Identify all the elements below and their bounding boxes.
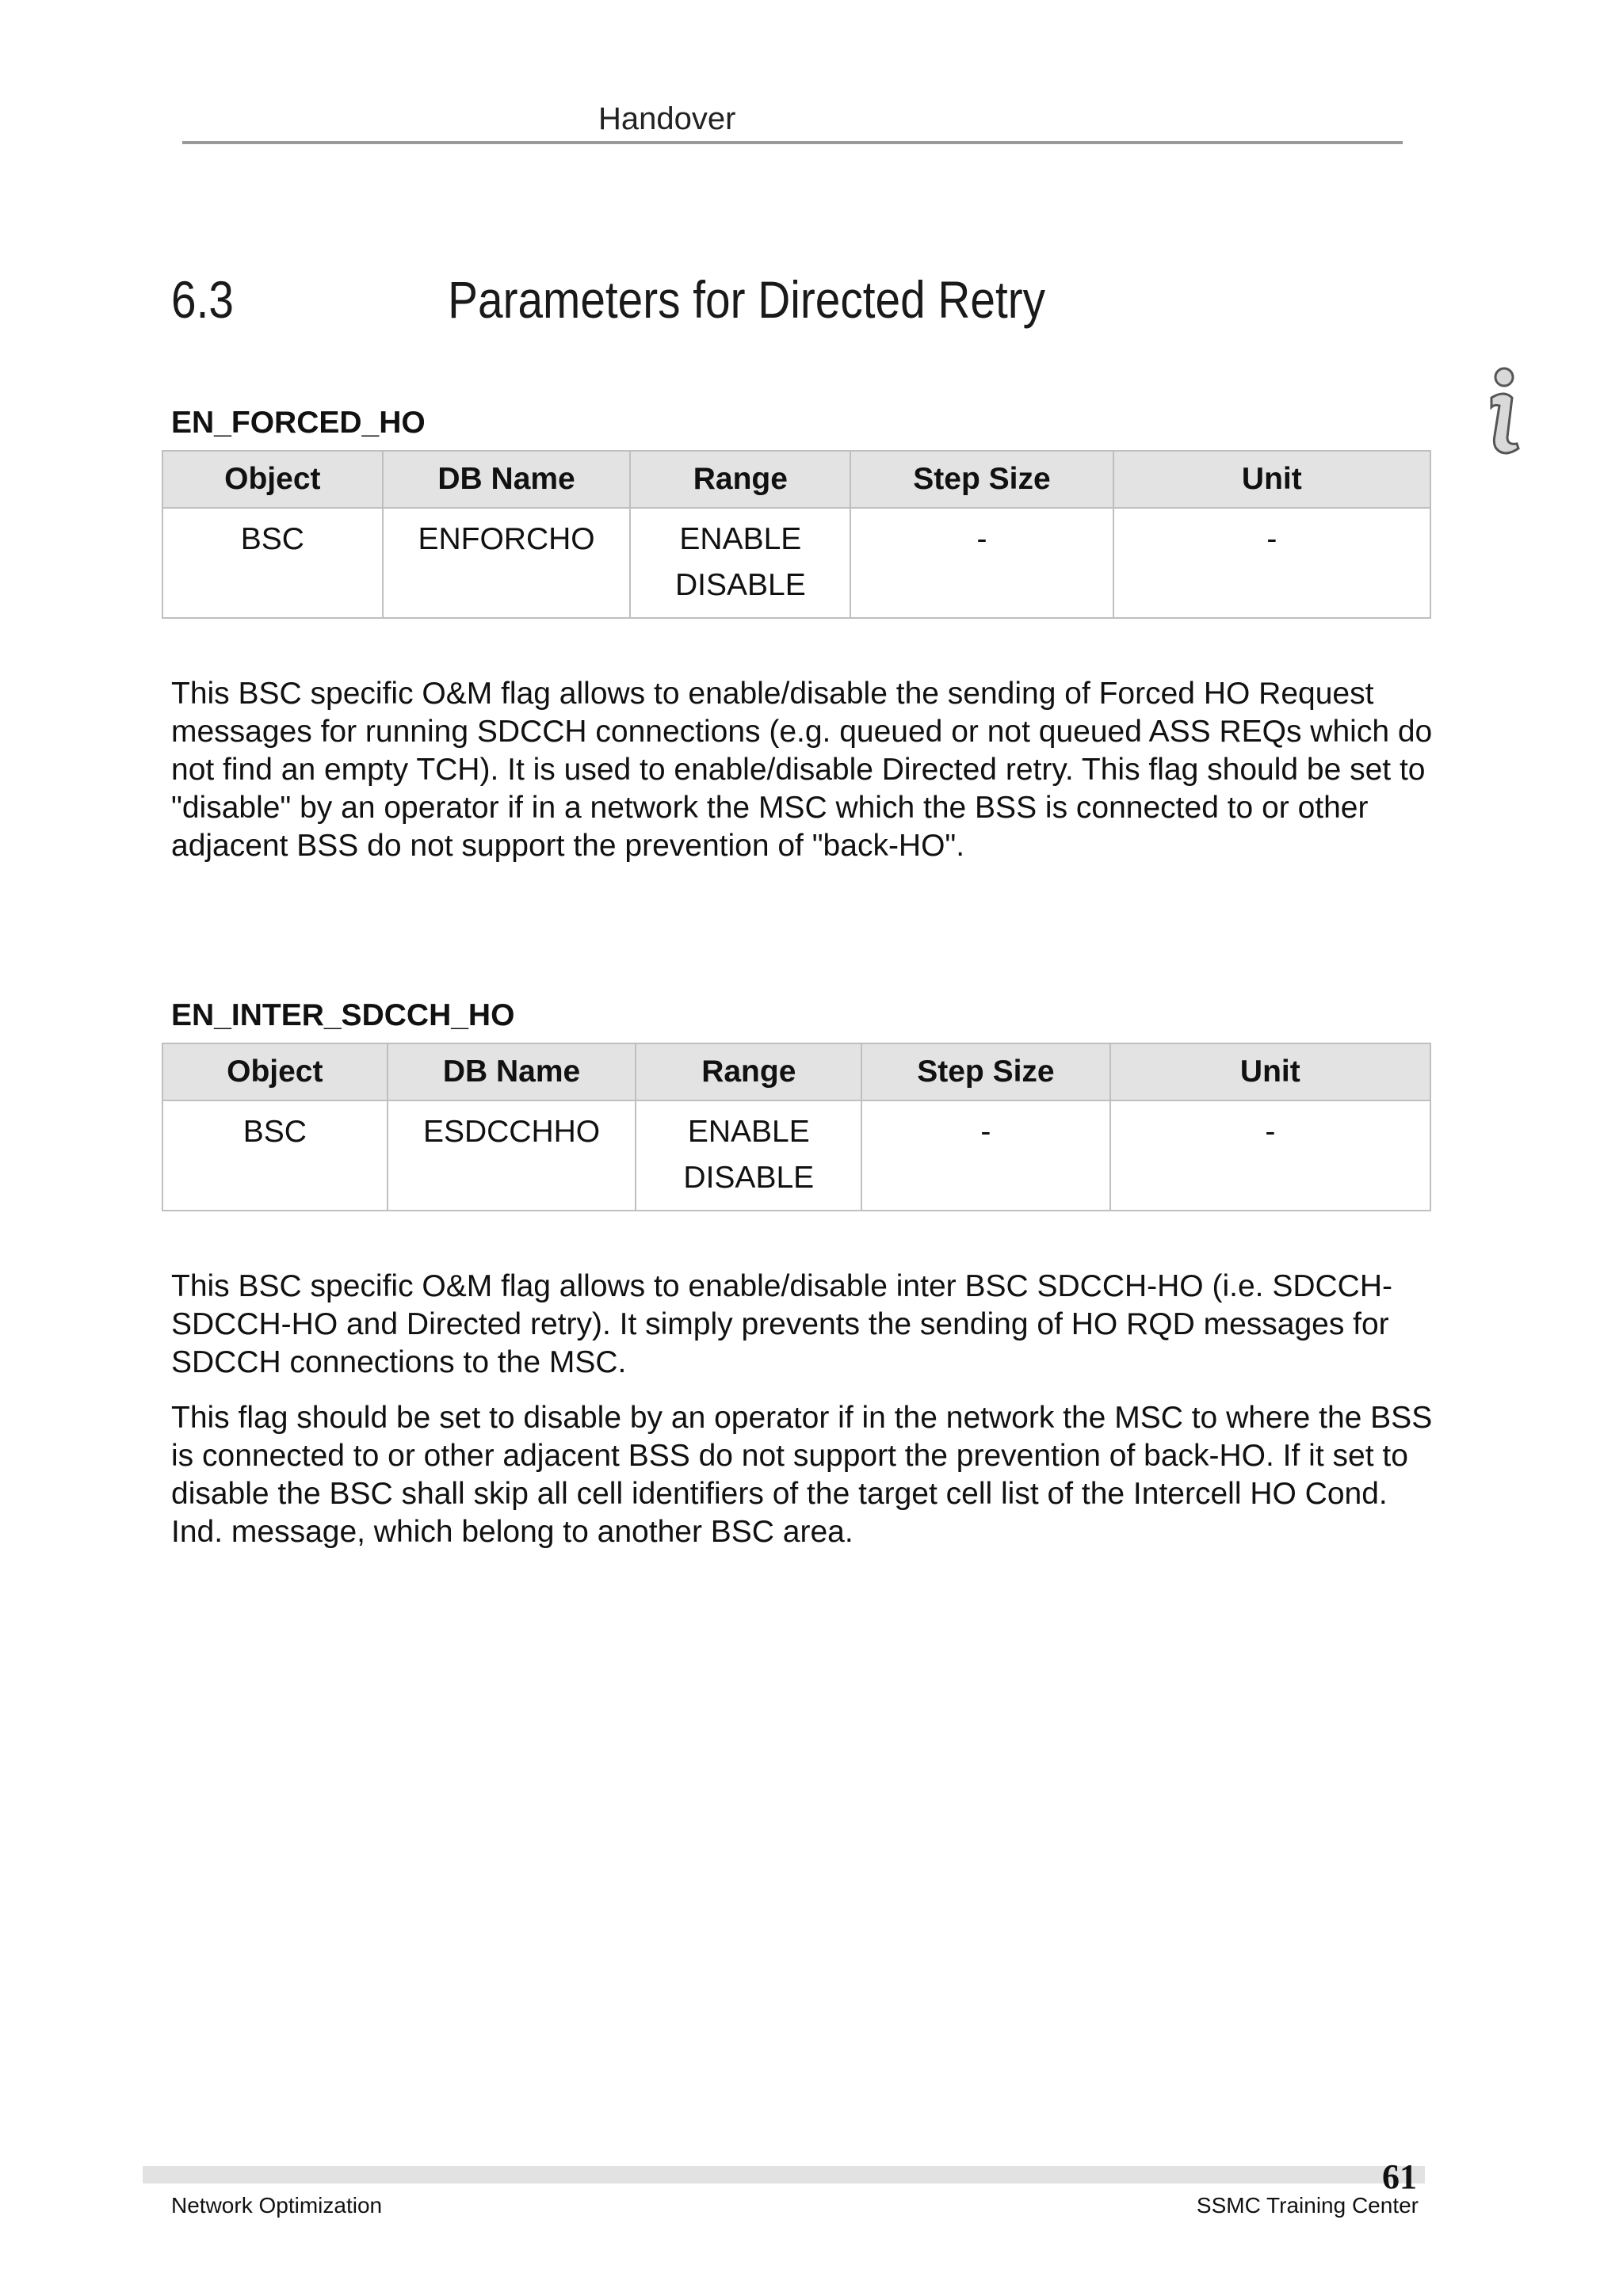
table-header-row [162,1043,1430,1100]
column-header: DB Name [383,451,631,508]
footer-right-text: SSMC Training Center [1196,2193,1419,2218]
table-row [162,508,1430,618]
cell-step-size: - [850,508,1113,618]
column-header: Unit [1113,451,1430,508]
column-header: Object [162,451,383,508]
table-row [162,1100,1430,1211]
paragraph: This flag should be set to disable by an operator if in the network the MSC to where the BSS is connected to or other adjacent BSS do not support the prevention of back-HO. If it set to disable the BSC shall skip all cell identifiers of the target cell list of the Intercell HO Cond. Ind. message, which belong to another BSC area. [171,1401,1433,1549]
cell-range [630,508,850,618]
cell-unit: - [1110,1100,1430,1211]
footer-bar [143,2166,1425,2183]
column-header: Step Size [850,451,1113,508]
cell-db-name: ENFORCHO [383,508,631,618]
running-header [182,97,1403,144]
cell-object: BSC [162,1100,388,1211]
info-icon [1480,366,1531,460]
range-value: DISABLE [674,568,806,602]
param-table-en-forced-ho [162,450,1431,619]
footer-left-text: Network Optimization [171,2193,383,2218]
section-title: Parameters for Directed Retry [448,270,1046,329]
paragraph: This BSC specific O&M flag allows to enable/disable the sending of Forced HO Request messages for running SDCCH connections (e.g. queued or not queued ASS REQs which do not find an empty TCH). It is used to enable/disable Directed retry. This flag should be set to "disable" by an operator if in a network the MSC which the BSS is connected to or other adjacent BSS do not support the prevention of "back-HO". [171,677,1433,863]
cell-object: BSC [162,508,383,618]
cell-range [636,1100,861,1211]
cell-step-size: - [861,1100,1110,1211]
column-header: Step Size [861,1043,1110,1100]
param-table-en-inter-sdcch-ho [162,1043,1431,1211]
range-value: DISABLE [683,1161,815,1195]
section-number: 6.3 [171,270,234,329]
param-label-en-forced-ho: EN_FORCED_HO [171,406,426,440]
column-header: Range [630,451,850,508]
page-number: 61 [1382,2157,1417,2196]
column-header: DB Name [388,1043,636,1100]
column-header: Object [162,1043,388,1100]
range-value: ENABLE [679,522,802,556]
cell-unit: - [1113,508,1430,618]
range-value: ENABLE [687,1115,810,1149]
cell-db-name: ESDCCHHO [388,1100,636,1211]
section-heading [171,269,1045,330]
column-header: Unit [1110,1043,1430,1100]
column-header: Range [636,1043,861,1100]
paragraph: This BSC specific O&M flag allows to enable/disable inter BSC SDCCH-HO (i.e. SDCCH-SDCCH-HO and Directed retry). It simply prevents the sending of HO RQD messages for SDCCH connections to the MSC. [171,1269,1392,1379]
table-header-row [162,451,1430,508]
running-header-title: Handover [598,101,736,136]
param-label-en-inter-sdcch-ho: EN_INTER_SDCCH_HO [171,998,515,1032]
